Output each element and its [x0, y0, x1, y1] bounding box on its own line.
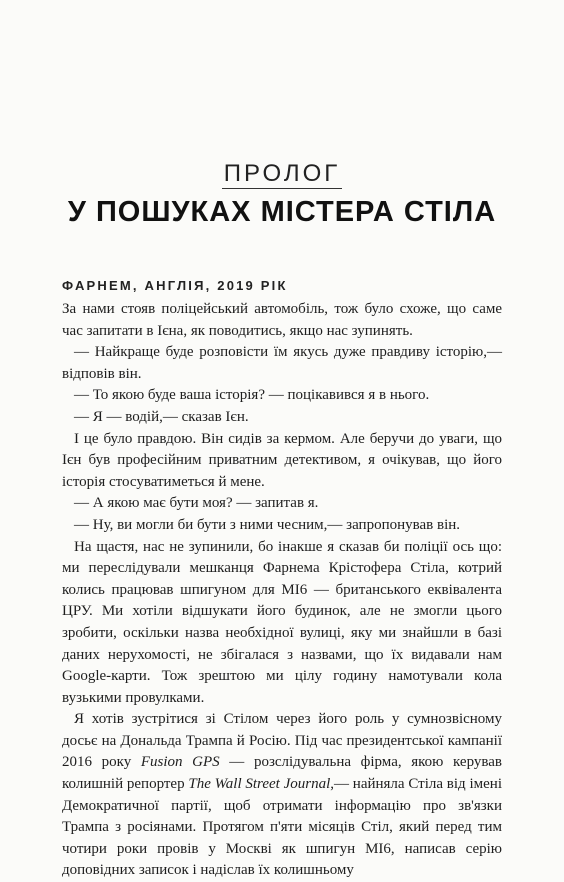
dialogue-line: — Найкраще буде розповісти їм якусь дуже правдиву історію,— відповів він.: [62, 344, 502, 382]
paragraph: На щастя, нас не зупинили, бо інакше я сказав би поліції ось що: ми переслідували мешканця Фарнема Крістофера Стіла, котрий колись працював шпигуном для МІ6 — британського еквівалента ЦРУ. Ми хотіли відшукати його будинок, але не змогли цього зробити, оскільки назва необхідної вулиці, яку ми знайшли в базі даних нерухомості, не збігалася з назвами, що їх видавали нам Google-карти. Тож зрештою ми цілу годину намотували кола вузькими провулками.: [62, 538, 502, 706]
publication-name: The Wall Street Journal: [188, 776, 331, 793]
place-date-line: ФАРНЕМ, АНГЛІЯ, 2019 РІК: [62, 278, 288, 293]
paragraph: І це було правдою. Він сидів за кермом. Але беручи до уваги, що Ієн був професійним приватним детективом, я очікував, що його історія стосуватиметься й мене.: [62, 430, 502, 490]
paragraph: [62, 709, 502, 882]
section-label: [0, 160, 564, 189]
text-run: — розслідувальна фірма, якою керував колишній репортер: [62, 754, 503, 793]
body-text: [62, 299, 502, 882]
dialogue-line: — Я — водій,— сказав Ієн.: [74, 408, 249, 425]
section-label-text: ПРОЛОГ: [223, 160, 341, 187]
company-name: Fusion GPS: [140, 754, 220, 771]
text-run: Я хотів зустрітися зі Стілом через його роль у сумнозвісному досьє на Дональда Трампа й Росію. Під час президентської кампанії 2016 року: [62, 711, 502, 771]
dialogue-line: — Ну, ви могли би бути з ними чесним,— запропонував він.: [74, 516, 461, 533]
dialogue-line: — То якою буде ваша історія? — поцікавився я в нього.: [74, 387, 430, 404]
text-run: ,— найняла Стіла від імені Демократичної партії, щоб отримати інформацію про зв'язки Трампа з росіянами. Протягом п'яти місяців Стіл, який перед тим чотири роки провів у Москві як шпигун МІ6, написав серію доповідних записок і надіслав їх колишньому: [62, 776, 502, 879]
chapter-title: У ПОШУКАХ МІСТЕРА СТІЛА: [67, 196, 497, 228]
paragraph: За нами стояв поліцейський автомобіль, тож було схоже, що саме час запитати в Ієна, як поводитись, якщо нас зупинять.: [62, 301, 502, 339]
dialogue-line: — А якою має бути моя? — запитав я.: [74, 495, 319, 512]
